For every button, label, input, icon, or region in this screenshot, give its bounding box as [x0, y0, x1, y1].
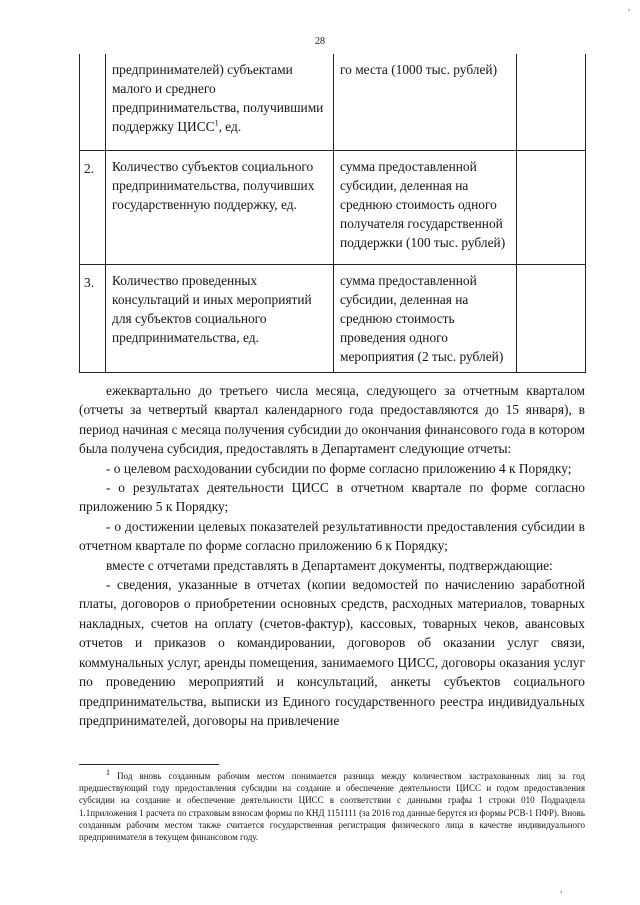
paragraph: - о целевом расходовании субсидии по форме согласно приложению 4 к Порядку;	[106, 460, 572, 476]
paragraph: - о результатах деятельности ЦИСС в отчетном квартале по форме согласно приложению 5 к Порядку;	[79, 480, 585, 515]
footnote-mark: 1	[106, 768, 110, 777]
footnote-ref: 1	[214, 118, 219, 128]
paragraph: ежеквартально до третьего числа месяца, следующего за отчетным кварталом (отчеты за четвертый квартал календарного года предоставляются до 15 января), в период начиная с месяца получения субсидии до окончания финансового года в котором была получена субсидия, предоставлять в Департамент следующие отчеты:	[79, 383, 585, 457]
row-number: 2.	[80, 150, 106, 264]
footnote-divider	[79, 764, 219, 765]
indicator-cell: Количество субъектов социального предпринимательства, получивших государственную поддержку, ед.	[106, 150, 334, 264]
paragraph: - о достижении целевых показателей результативности предоставления субсидии в отчетном квартале по форме согласно приложению 6 к Порядку;	[79, 518, 585, 554]
formula-cell: го места (1000 тыс. рублей)	[334, 54, 517, 150]
footnote-text: Под вновь созданным рабочим местом понимается разница между количеством застрахованных лиц за год предшествующий году предоставления субсидии на создание и обеспечение деятельности ЦИСС и годом предоставления субсидии на создание и обеспечение деятельности ЦИСС в соответствии с данными графы 1 строки 010 Подраздела 1.1приложения 1 расчета по страховым взносам формы по КНД 1151111 (за 2016 год данные берутся из формы РСВ-1 ПФР). Вновь созданным рабочим местом также считается государственная регистрация физического лица в качестве индивидуального предпринимателя в текущем финансовом году.	[79, 771, 586, 843]
page-number: 28	[315, 36, 325, 47]
indicator-text: предпринимателей) субъектами малого и среднего предпринимательства, получившими поддержку ЦИСС	[112, 62, 324, 134]
table-row	[80, 54, 586, 150]
scan-mark: ,	[560, 884, 563, 894]
footnote-paragraph	[79, 770, 585, 843]
paragraph: - сведения, указанные в отчетах (копии ведомостей по начислению заработной платы, договоров о приобретении основных средств, расходных материалов, товарных накладных, счетов на оплату (счетов-фактур), кассовых, товарных чеков, авансовых отчетов и приказов о командировании, договоров об оказании услуг связи, коммунальных услуг, аренды помещения, занимаемого ЦИСС, договоры оказания услуг по проведению мероприятий и консультаций, анкеты субъектов социального предпринимательства, выписки из Единого государственного реестра индивидуальных предпринимателей, договоры на привлечение	[79, 577, 585, 728]
value-cell	[517, 264, 586, 372]
value-cell	[517, 54, 586, 150]
value-cell	[517, 150, 586, 264]
indicator-tail: , ед.	[218, 119, 242, 134]
row-number: 3.	[80, 264, 106, 372]
indicator-cell: Количество проведенных консультаций и иных мероприятий для субъектов социального предпринимательства, ед.	[106, 264, 334, 372]
row-number	[80, 54, 106, 150]
table-row	[80, 264, 586, 372]
footnote	[79, 770, 585, 843]
paragraph: вместе с отчетами представлять в Департамент документы, подтверждающие:	[106, 557, 553, 573]
indicator-cell	[106, 54, 334, 150]
indicators-table	[79, 54, 586, 373]
table-row	[80, 150, 586, 264]
formula-cell: сумма предоставленной субсидии, деленная на среднюю стоимость одного получателя государственной поддержки (100 тыс. рублей)	[334, 150, 517, 264]
formula-cell: сумма предоставленной субсидии, деленная на среднюю стоимость проведения одного мероприятия (2 тыс. рублей)	[334, 264, 517, 372]
scan-mark: ,	[628, 2, 631, 12]
body-text	[79, 381, 585, 730]
